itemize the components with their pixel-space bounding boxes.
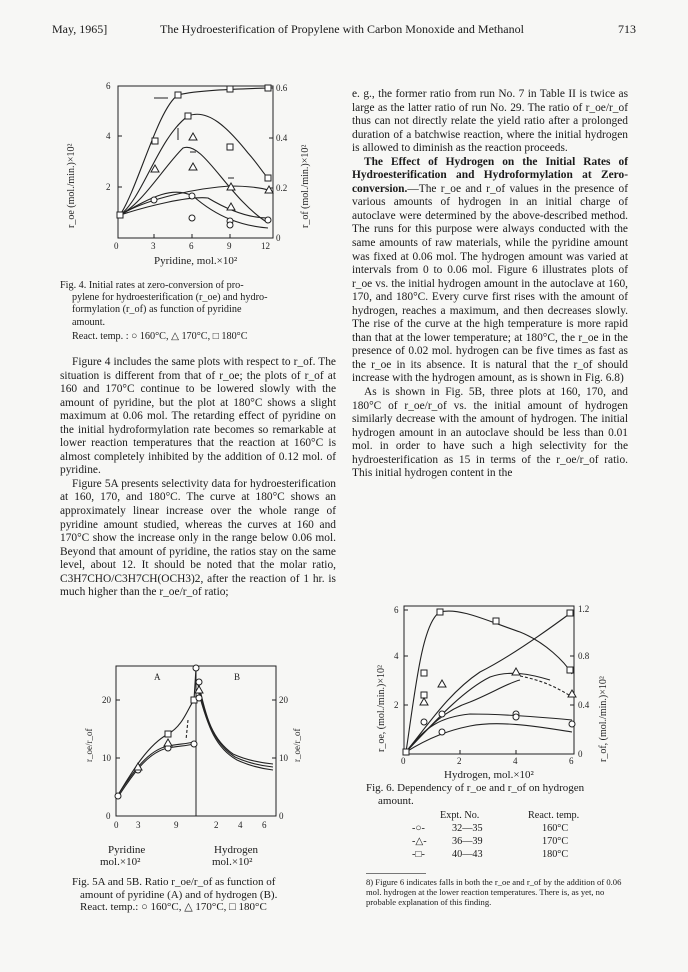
fig6-caption-line: Fig. 6. Dependency of r_oe and r_of on hydrogen	[366, 782, 585, 794]
fig4-x-tick: 3	[151, 241, 156, 251]
fig4-yr-tick: 0	[276, 233, 281, 243]
header-date: May, 1965]	[52, 22, 108, 36]
table-cell: 40—43	[452, 849, 483, 860]
fig6-yl-tick: 2	[394, 700, 399, 710]
fig6-x-tick: 4	[513, 756, 518, 766]
fig4-plot-frame	[118, 86, 273, 238]
fig5-yr-tick: 0	[279, 811, 284, 821]
fig4-caption-line: Fig. 4. Initial rates at zero-conversion of pro-	[60, 280, 244, 291]
table-header-expt: Expt. No.	[440, 810, 480, 821]
fig5-caption	[72, 876, 334, 914]
fig6-yr-tick: 0.4	[578, 700, 590, 710]
fig5-b-tick: 2	[214, 820, 219, 830]
fig5-xlabel-b2: mol.×10²	[212, 856, 253, 868]
fig5-xlabel-a1: Pyridine	[108, 844, 146, 856]
fig5-caption-line: amount of pyridine (A) and of hydrogen (B).	[80, 888, 278, 901]
fig6-curves	[406, 611, 572, 752]
fig4-ylabel-right: r_of (mol./min.)×10²	[300, 144, 311, 228]
running-header	[52, 22, 636, 38]
table-cell: 36—39	[452, 836, 483, 847]
fig5-a-tick: 3	[136, 820, 141, 830]
right-column-text	[352, 88, 628, 481]
fig4-caption-line: formylation (r_of) as function of pyridine	[72, 304, 242, 316]
fig4-yr-tick: 0.4	[276, 133, 288, 143]
fig5-a-tick: 0	[114, 820, 119, 830]
left-column-text	[60, 356, 336, 600]
fig4-yl-tick: 2	[106, 182, 111, 192]
fig4-x-tick: 6	[189, 241, 194, 251]
fig5-xlabel-b1: Hydrogen	[214, 844, 258, 856]
fig5-b-tick: 4	[238, 820, 243, 830]
header-title: The Hydroesterification of Propylene with Carbon Monoxide and Methanol	[160, 22, 524, 36]
fig6-caption	[366, 782, 630, 808]
fig5-panel-a-label: A	[154, 672, 161, 682]
fig4-caption	[60, 280, 326, 343]
fig6-x-tick: 6	[569, 756, 574, 766]
fig6-yr-tick: 1.2	[578, 604, 590, 614]
fig5-yr-tick: 20	[279, 695, 288, 705]
fig5-panel-b-label: B	[234, 672, 241, 682]
fig4-caption-line: amount.	[72, 316, 106, 328]
fig5-yl-tick: 20	[102, 695, 111, 705]
fig6-yl-tick: 6	[394, 605, 399, 615]
paragraph: As is shown in Fig. 5B, three plots at 160, 170, and 180°C of r_oe/r_of vs. the initial amount of hydrogen similarly decrease with the amount of hydrogen. The initial hydrogen amount in an autoclave should be less than 0.01 mol. in order to have such a high selectivity for the hydroesterification as 15 in terms of the r_oe/r_of ratio. This initial hydrogen content in the	[352, 386, 628, 480]
table-cell: 180°C	[542, 849, 569, 860]
paragraph: Figure 4 includes the same plots with respect to r_of. The situation is different from that of r_oe; the plots of r_of at 160 and 170°C continue to be lowered slowly with the amount of pyridine, but the plot at 180°C shows a slight maximum at 0.06 mol. The retarding effect of pyridine on the initial hydroformylation rate becomes so remarkable at lower reaction temperatures that the reaction at 160°C is almost completely inhibited by the addition of 0.12 mol. of pyridine.	[60, 356, 336, 477]
fig6-ylabel-right: r_of, (mol./min.)×10²	[598, 676, 609, 762]
footnote: 8) Figure 6 indicates falls in both the r_oe and r_of by the addition of 0.06 mol. hydrogen at the lower reaction temperatures. There is, as yet, no probable explanation of this finding.	[366, 877, 622, 907]
table-cell: 170°C	[542, 836, 569, 847]
fig4-yl-tick: 6	[106, 81, 111, 91]
table-cell: 32—35	[452, 823, 483, 834]
fig5-xlabel-a2: mol.×10²	[100, 856, 141, 868]
fig4-ylabel-left: r_oe (mol./min.)×10²	[66, 143, 77, 228]
table-header-temp: React. temp.	[528, 810, 580, 821]
section-heading: The Effect of Hydrogen on the Initial Rates of Hydroesterification and Hydroformylation at Zero-conversion.	[352, 155, 628, 195]
paragraph	[352, 156, 628, 386]
fig4-x-tick: 0	[114, 241, 119, 251]
fig4-curves	[120, 88, 268, 228]
fig6-yr-tick: 0.8	[578, 651, 590, 661]
legend-symbol-circle: -○-	[412, 823, 425, 834]
figure-6	[370, 602, 620, 782]
table-cell: 160°C	[542, 823, 569, 834]
figure-5	[78, 660, 326, 840]
fig6-markers	[403, 609, 576, 755]
fig5-ylabel-left: r_oe/r_of	[84, 728, 94, 762]
fig4-yr-tick: 0.6	[276, 83, 288, 93]
legend-symbol-square: -□-	[412, 849, 425, 860]
fig5-yr-tick: 10	[279, 753, 288, 763]
fig5-b-tick: 6	[262, 820, 267, 830]
figure-4	[58, 78, 320, 278]
fig5-yl-tick: 10	[102, 753, 111, 763]
paragraph-text: —The r_oe and r_of values in the presence of various amounts of hydrogen in an initial charge of autoclave were determined by the above-described method. The runs for this purpose were always conducted with the same amounts of raw materials, while the pyridine amount was fixed at 0.06 mol. The hydrogen amount was varied at intervals from 0 to 0.06 mol. Figure 6 illustrates plots of r_oe vs. the initial hydrogen amount in the autoclave at 160, 170, and 180°C. Every curve first rises with the amount of hydrogen, reaches a maximum, and then decreases slowly. The rise of the curve at the high temperature is more rapid than that at the lower temperature; at 180°C, the r_oe in the presence of 0.02 mol. hydrogen can be five times as fast as the r_oe in its absence. It is natural that the r_of should increase with the hydrogen amount, as is shown in Fig. 6.8)	[352, 182, 628, 385]
fig4-x-tick: 9	[227, 241, 232, 251]
fig4-caption-line: pylene for hydroesterification (r_oe) and hydro-	[72, 292, 268, 304]
fig4-yl-tick: 4	[106, 131, 111, 141]
fig5-ylabel-right: r_oe/r_of	[292, 728, 302, 762]
fig4-roe-170-curve	[120, 186, 268, 215]
fig6-ylabel-left: r_oe, (mol./min.)×10²	[376, 665, 387, 752]
footnote-rule	[366, 873, 426, 874]
fig4-xlabel: Pyridine, mol.×10²	[154, 255, 238, 267]
fig6-yr-tick: 0	[578, 749, 583, 759]
fig5-caption-line: React. temp.: ○ 160°C, △ 170°C, □ 180°C	[80, 901, 267, 913]
fig5-a-tick: 9	[174, 820, 179, 830]
fig4-caption-react: React. temp. : ○ 160°C, △ 170°C, □ 180°C	[72, 330, 248, 342]
fig4-markers	[117, 85, 273, 228]
fig6-caption-line: amount.	[378, 795, 414, 807]
paragraph: Figure 5A presents selectivity data for hydroesterification at 160, 170, and 180°C. The curve at 180°C shows an approximately linear increase over the whole range of pyridine amount studied, whereas the curves at 160 and 170°C show the increase only in the range below 0.06 mol. Beyond that amount of pyridine, the ratios stay on the same level, about 12. It should be noted that the molar ratio, C3H7CHO/C3H7CH(OCH3)2, after the reaction of 1 hr. is much higher than the r_oe/r_of ratio;	[60, 477, 336, 599]
fig6-xlabel: Hydrogen, mol.×10²	[444, 769, 534, 781]
paragraph: e. g., the former ratio from run No. 7 in Table II is twice as large as the latter ratio of run No. 29. The ratio of r_oe/r_of thus can not directly relate the yield ratio after a prolonged duration of a batchwise reaction, where the initial hydrogen is allowed to diminish as the reaction proceeds.	[352, 88, 628, 155]
page-number: 713	[618, 22, 636, 36]
fig6-legend-table	[366, 810, 630, 866]
fig5-caption-line: Fig. 5A and 5B. Ratio r_oe/r_of as function of	[72, 876, 276, 888]
fig6-x-tick: 2	[457, 756, 462, 766]
fig6-x-tick: 0	[401, 756, 406, 766]
fig6-yl-tick: 4	[394, 651, 399, 661]
fig5-yl-tick: 0	[106, 811, 111, 821]
fig4-roe-160-curve	[120, 198, 268, 218]
legend-symbol-triangle: -△-	[412, 836, 427, 847]
fig4-x-tick: 12	[261, 241, 270, 251]
fig4-yr-tick: 0.2	[276, 183, 288, 193]
